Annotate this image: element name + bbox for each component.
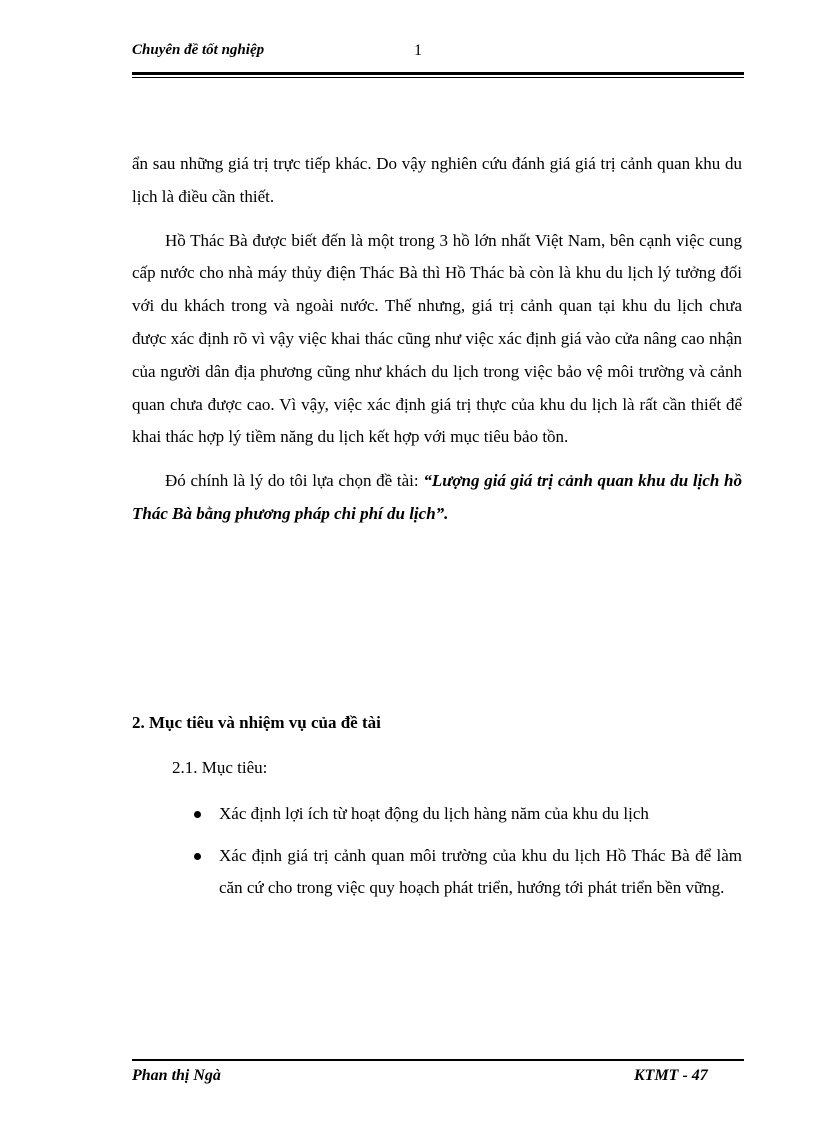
list-item bbox=[194, 798, 742, 830]
page-header bbox=[132, 42, 744, 64]
paragraph-topic bbox=[132, 465, 742, 531]
footer-author: Phan thị Ngà bbox=[132, 1067, 221, 1084]
header-title: Chuyên đề tốt nghiệp bbox=[132, 42, 265, 58]
footer-class-code: KTMT - 47 bbox=[634, 1067, 708, 1084]
page-number: 1 bbox=[414, 42, 422, 59]
list-item-text: Xác định giá trị cảnh quan môi trường của khu du lịch Hồ Thác Bà để làm căn cứ cho trong việc quy hoạch phát triển, hướng tới phát triển bền vững. bbox=[219, 846, 742, 897]
list-item bbox=[194, 840, 742, 904]
objectives-list bbox=[194, 798, 742, 914]
topic-intro: Đó chính là lý do tôi lựa chọn đề tài: bbox=[165, 471, 424, 491]
header-rule-thick bbox=[132, 72, 744, 75]
section-heading: 2. Mục tiêu và nhiệm vụ của đề tài bbox=[132, 713, 381, 732]
paragraph-continuation: ẩn sau những giá trị trực tiếp khác. Do vậy nghiên cứu đánh giá giá trị cảnh quan khu du lịch là điều cần thiết. bbox=[132, 154, 742, 206]
header-rule-thin bbox=[132, 77, 744, 78]
bullet-icon bbox=[194, 853, 201, 860]
list-item-text: Xác định lợi ích từ hoạt động du lịch hàng năm của khu du lịch bbox=[219, 804, 649, 823]
paragraph-ho-thac-ba: Hồ Thác Bà được biết đến là một trong 3 hồ lớn nhất Việt Nam, bên cạnh việc cung cấp nước cho nhà máy thủy điện Thác Bà thì Hồ Thác bà còn là khu du lịch lý tưởng đối với du khách trong và ngoài nước. Thế nhưng, giá trị cảnh quan tại khu du lịch chưa được xác định rõ vì vậy việc khai thác cũng như việc xác định giá vào cửa nâng cao nhận của người dân địa phương cũng như khách du lịch trong việc bảo vệ môi trường và cảnh quan chưa được cao. Vì vậy, việc xác định giá trị thực của khu du lịch là rất cần thiết để khai thác hợp lý tiềm năng du lịch kết hợp với mục tiêu bảo tồn. bbox=[132, 230, 742, 447]
body-text bbox=[132, 148, 742, 542]
topic-title: “Lượng giá giá trị cảnh quan khu du lịch hồ Thác Bà bằng phương pháp chi phí du lịch”. bbox=[132, 471, 742, 523]
subsection-heading: 2.1. Mục tiêu: bbox=[172, 758, 268, 777]
bullet-icon bbox=[194, 811, 201, 818]
footer-rule bbox=[132, 1059, 744, 1061]
